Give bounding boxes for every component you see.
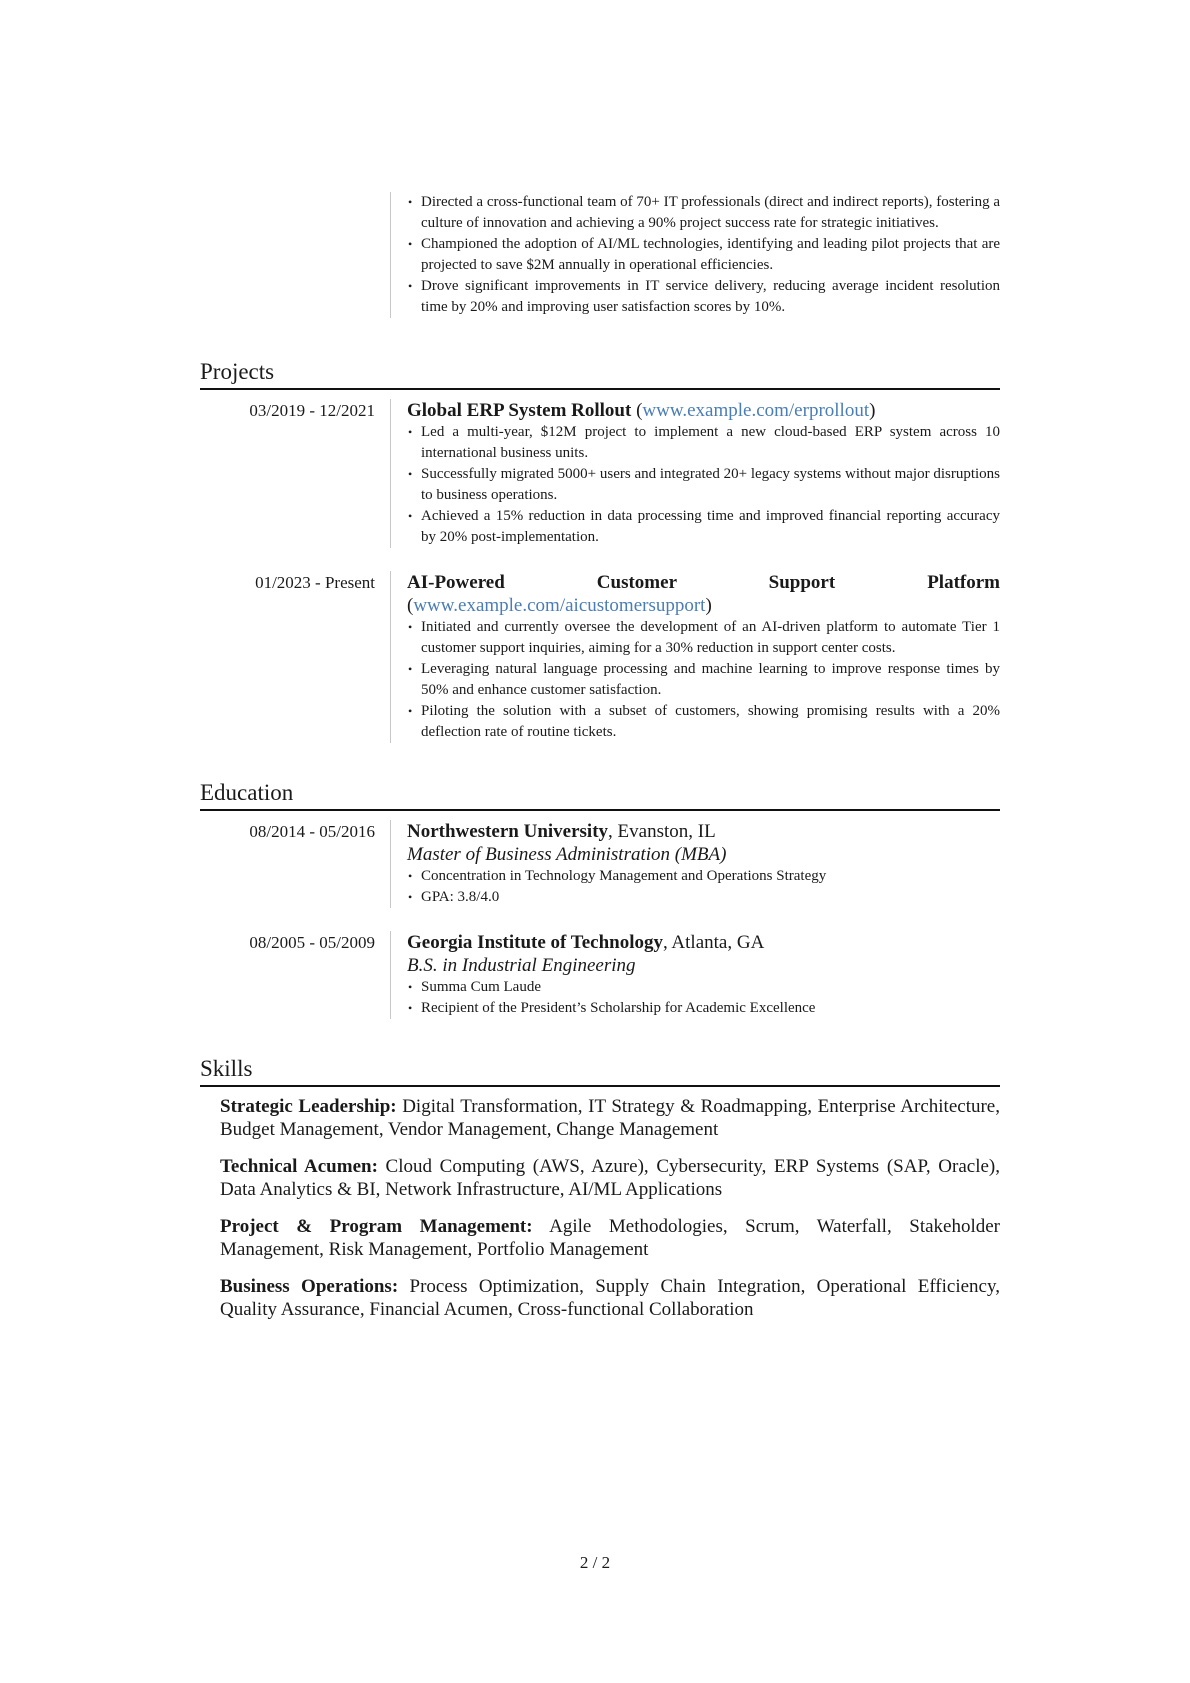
- projects-section: [200, 358, 1000, 743]
- education-bullets: [407, 866, 1000, 908]
- skill-label: Technical Acumen:: [220, 1156, 378, 1177]
- list-item: • Leveraging natural language processing and machine learning to improve response times by 50% and enhance customer satisfaction.: [407, 659, 1000, 701]
- skill-text: Process Optimization, Supply Chain Integration, Operational Efficiency, Quality Assurance, Financial Acumen, Cross-functional Collaboration: [220, 1276, 1001, 1320]
- skill-item: [220, 1095, 1000, 1141]
- education-bullets: [407, 977, 1000, 1019]
- entry-date: 01/2023 - Present: [200, 571, 391, 743]
- skill-label: Project & Program Management:: [220, 1216, 533, 1237]
- school-line: [407, 820, 1000, 843]
- skill-item: [220, 1215, 1000, 1261]
- list-item: • Drove significant improvements in IT service delivery, reducing average incident resolution time by 20% and improving user satisfaction scores by 10%.: [407, 276, 1000, 318]
- project-title: Global ERP System Rollout (www.example.com/erprollout): [407, 400, 876, 421]
- skills-list: [200, 1095, 1000, 1321]
- skill-text: Digital Transformation, IT Strategy & Roadmapping, Enterprise Architecture, Budget Management, Vendor Management, Change Management: [220, 1096, 1000, 1140]
- skill-text: Cloud Computing (AWS, Azure), Cybersecurity, ERP Systems (SAP, Oracle), Data Analytics & BI, Network Infrastructure, AI/ML Applications: [220, 1156, 1001, 1200]
- list-item: • GPA: 3.8/4.0: [407, 887, 1000, 908]
- timeline-divider: [200, 192, 391, 318]
- education-entry: [200, 811, 1000, 908]
- project-bullets: [407, 617, 1000, 743]
- school-line: [407, 931, 1000, 954]
- skill-item: [220, 1155, 1000, 1201]
- school-location: , Atlanta, GA: [662, 932, 765, 953]
- entry-date: 08/2005 - 05/2009: [200, 931, 391, 1019]
- list-item: • Initiated and currently oversee the development of an AI-driven platform to automate Tier 1 customer support inquiries, aiming for a 30% reduction in support center costs.: [407, 617, 1000, 659]
- project-link[interactable]: www.example.com/erprollout: [642, 400, 870, 421]
- experience-bullets: [407, 192, 1000, 318]
- project-name: AI-Powered Customer Support Platform: [407, 572, 1000, 593]
- school-name: Georgia Institute of Technology: [407, 932, 663, 953]
- list-item: • Piloting the solution with a subset of customers, showing promising results with a 20% deflection rate of routine tickets.: [407, 701, 1000, 743]
- list-item: • Championed the adoption of AI/ML technologies, identifying and leading pilot projects that are projected to save $2M annually in operational efficiencies.: [407, 234, 1000, 276]
- skill-item: [220, 1275, 1000, 1321]
- list-item: • Directed a cross-functional team of 70+ IT professionals (direct and indirect reports), fostering a culture of innovation and achieving a 90% project success rate for strategic initiatives.: [407, 192, 1000, 234]
- entry-date: 08/2014 - 05/2016: [200, 820, 391, 908]
- list-item: • Concentration in Technology Management and Operations Strategy: [407, 866, 1000, 887]
- section-title: Skills: [200, 1055, 1000, 1087]
- list-item: • Recipient of the President’s Scholarship for Academic Excellence: [407, 998, 1000, 1019]
- section-title: Education: [200, 779, 1000, 811]
- degree: B.S. in Industrial Engineering: [407, 955, 636, 976]
- project-name: Global ERP System Rollout: [407, 400, 632, 421]
- project-entry: [200, 390, 1000, 548]
- education-section: [200, 779, 1000, 1019]
- section-title: Projects: [200, 358, 1000, 390]
- list-item: • Successfully migrated 5000+ users and integrated 20+ legacy systems without major disruptions to business operations.: [407, 464, 1000, 506]
- education-entry: [200, 922, 1000, 1019]
- resume-page: [200, 192, 1000, 1335]
- page-number: 2 / 2: [579, 1553, 611, 1572]
- list-item: • Achieved a 15% reduction in data processing time and improved financial reporting accuracy by 20% post-implementation.: [407, 506, 1000, 548]
- entry-date: 03/2019 - 12/2021: [200, 399, 391, 548]
- skill-label: Business Operations:: [220, 1276, 399, 1297]
- list-item: • Led a multi-year, $12M project to implement a new cloud-based ERP system across 10 international business units.: [407, 422, 1000, 464]
- skill-text: Agile Methodologies, Scrum, Waterfall, Stakeholder Management, Risk Management, Portfolio Management: [220, 1216, 1000, 1260]
- school-location: , Evanston, IL: [608, 821, 716, 842]
- project-link[interactable]: www.example.com/aicustomersupport: [413, 595, 706, 616]
- skill-label: Strategic Leadership:: [220, 1096, 397, 1117]
- project-bullets: [407, 422, 1000, 548]
- experience-continuation: [200, 192, 1000, 318]
- degree: Master of Business Administration (MBA): [407, 844, 727, 865]
- project-entry: [200, 562, 1000, 743]
- list-item: • Summa Cum Laude: [407, 977, 1000, 998]
- project-title: AI-Powered Customer Support Platform (www.example.com/aicustomersupport): [407, 572, 1000, 616]
- skills-section: [200, 1055, 1000, 1321]
- school-name: Northwestern University: [407, 821, 609, 842]
